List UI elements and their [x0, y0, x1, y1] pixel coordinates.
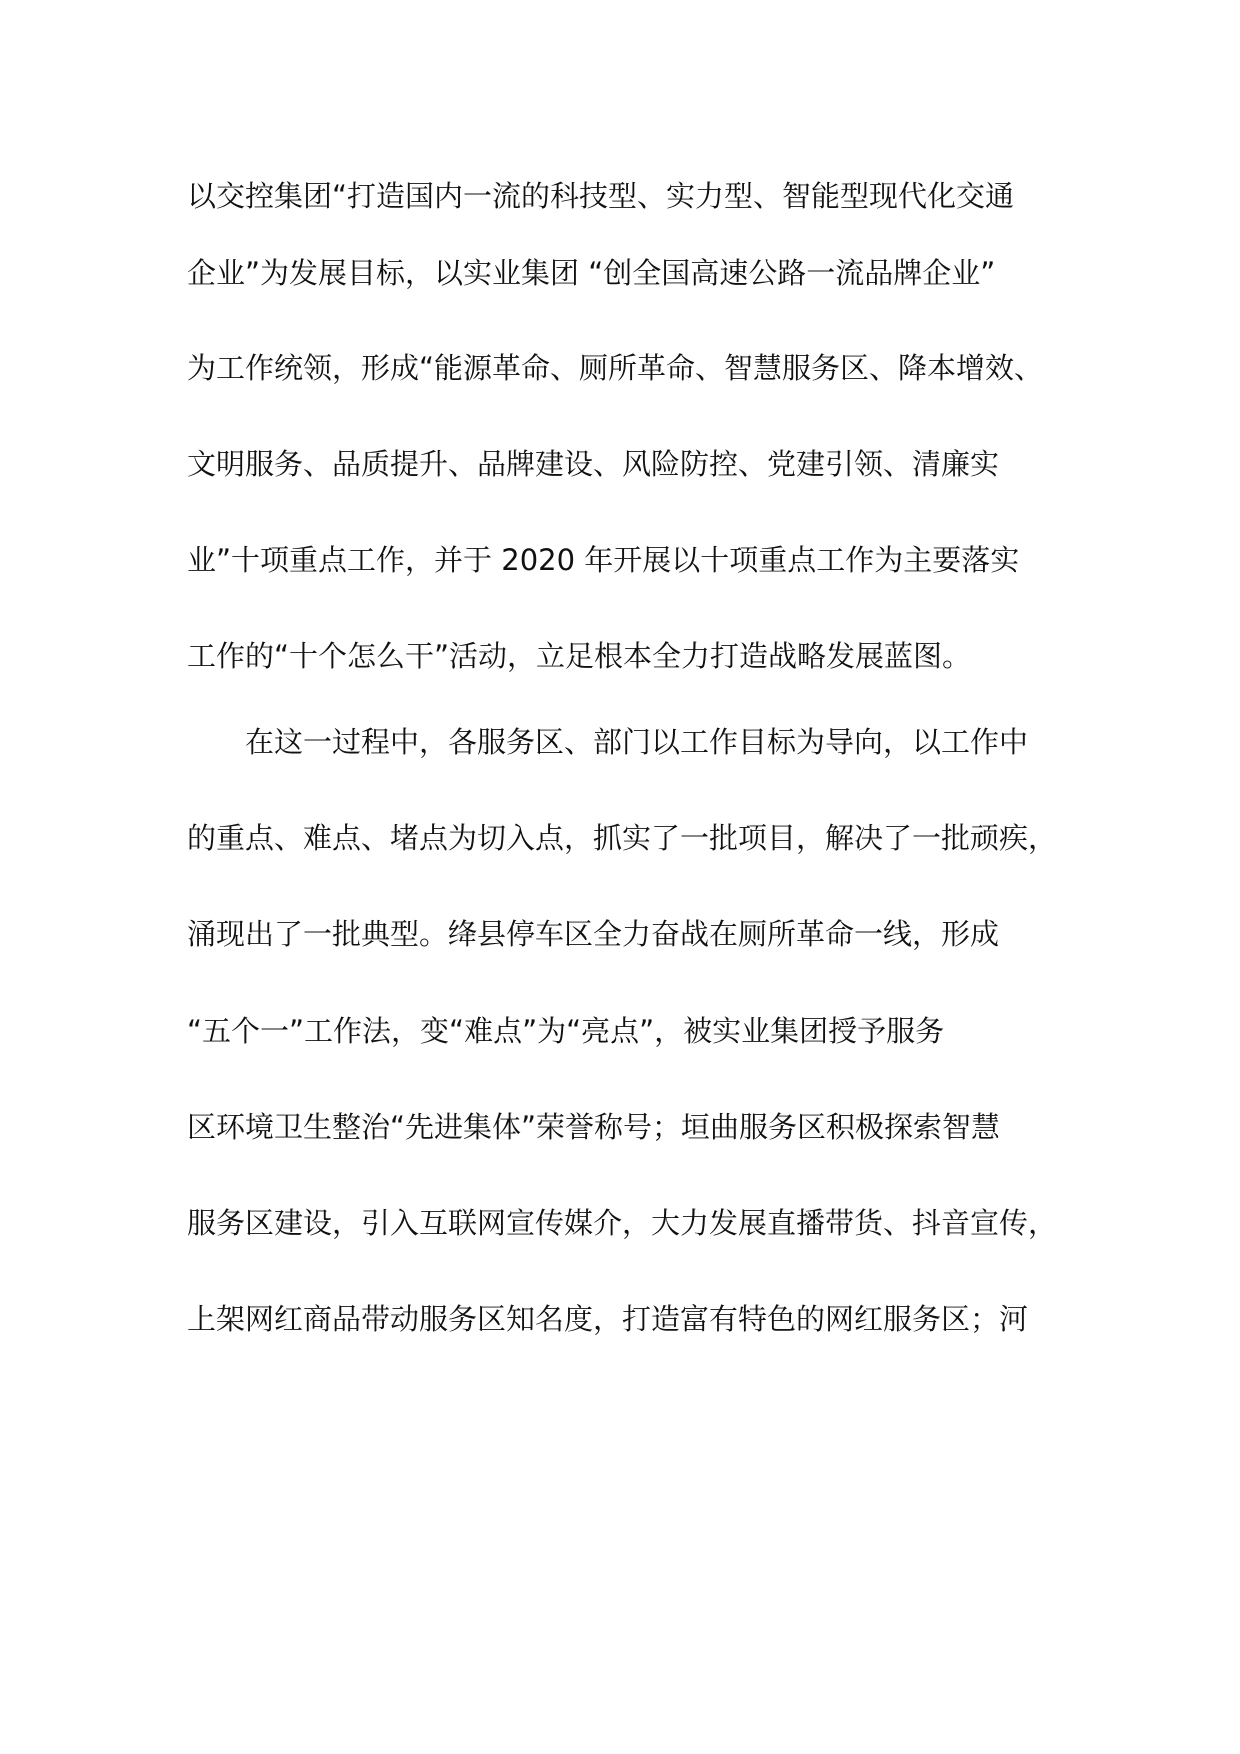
text-line: 以交控集团“打造国内一流的科技型、实力型、智能型现代化交通	[187, 179, 1015, 213]
text-line: 工作的“十个怎么干”活动，立足根本全力打造战略发展蓝图。	[187, 639, 972, 673]
text-line: 上架网红商品带动服务区知名度，打造富有特色的网红服务区；河	[187, 1302, 1029, 1336]
text-line: 涌现出了一批典型。绛县停车区全力奋战在厕所革命一线，形成	[187, 917, 1000, 951]
text-line: 区环境卫生整治“先进集体”荣誉称号；垣曲服务区积极探索智慧	[187, 1110, 1001, 1144]
text-line: 文明服务、品质提升、品牌建设、风险防控、党建引领、清廉实	[187, 447, 1000, 481]
paragraph-start-line: 在这一过程中，各服务区、部门以工作目标为导向，以工作中	[187, 725, 1029, 759]
text-line: 服务区建设，引入互联网宣传媒介，大力发展直播带货、抖音宣传，	[187, 1206, 1058, 1240]
text-line: 的重点、难点、堵点为切入点，抓实了一批项目，解决了一批顽疾，	[187, 821, 1058, 855]
text-line: “五个一”工作法，变“难点”为“亮点”，被实业集团授予服务	[187, 1014, 945, 1048]
text-line: 企业”为发展目标，以实业集团 “创全国高速公路一流品牌企业”	[187, 256, 996, 290]
text-line: 业”十项重点工作，并于 2020 年开展以十项重点工作为主要落实	[187, 543, 1020, 577]
text-line: 为工作统领，形成“能源革命、厕所革命、智慧服务区、降本增效、	[187, 351, 1044, 385]
